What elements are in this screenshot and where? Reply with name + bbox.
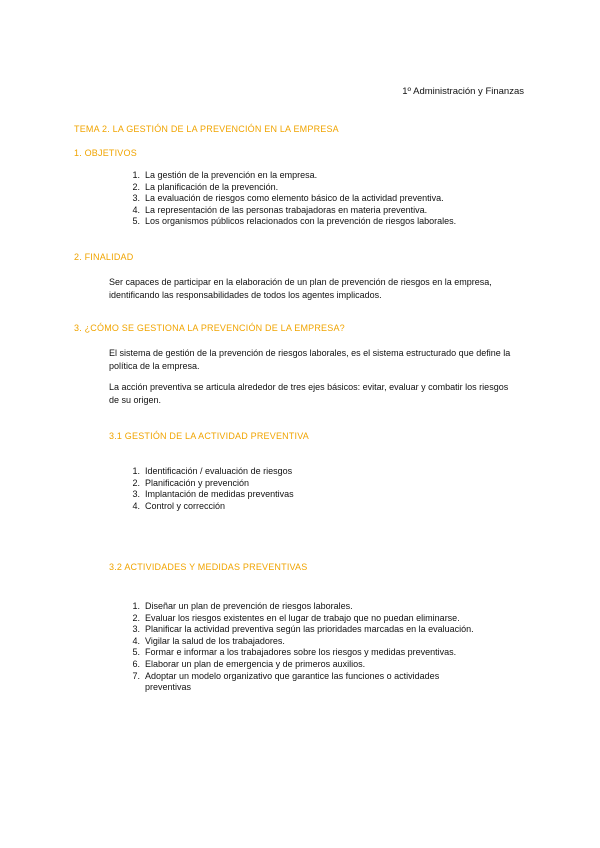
list-item: 5. Formar e informar a los trabajadores sobre los riesgos y medidas preventivas.	[132, 647, 457, 658]
list-item: 1. La gestión de la prevención en la empresa.	[132, 170, 318, 180]
gestion-paragraph-2: La acción preventiva se articula alrededor de tres ejes básicos: evitar, evaluar y combatir los riesgos de su origen.	[109, 382, 509, 405]
list-item: 1. Identificación / evaluación de riesgos	[132, 466, 293, 476]
list-item: 1. Diseñar un plan de prevención de riesgos laborales.	[132, 601, 353, 611]
medidas-heading: 3.2 ACTIVIDADES Y MEDIDAS PREVENTIVAS	[109, 562, 308, 572]
objetivos-list	[126, 170, 546, 228]
medidas-list	[126, 601, 531, 694]
list-item: 4. Vigilar la salud de los trabajadores.	[132, 635, 285, 646]
list-item: 6. Elaborar un plan de emergencia y de primeros auxilios.	[132, 658, 366, 669]
finalidad-text: Ser capaces de participar en la elaboración de un plan de prevención de riesgos en la empresa, identificando las responsabilidades de todos los agentes implicados.	[109, 277, 492, 300]
course-header: 1º Administración y Finanzas	[402, 86, 524, 97]
list-item: 2. Evaluar los riesgos existentes en el lugar de trabajo que no puedan eliminarse.	[132, 612, 460, 623]
objetivos-heading: 1. OBJETIVOS	[74, 148, 137, 158]
actividad-list	[126, 466, 526, 512]
list-item: 2. Planificación y prevención	[132, 477, 250, 488]
finalidad-heading: 2. FINALIDAD	[74, 252, 134, 262]
actividad-heading: 3.1 GESTIÓN DE LA ACTIVIDAD PREVENTIVA	[109, 431, 309, 441]
list-item: 4. Control y corrección	[132, 500, 226, 511]
list-item: 7. Adoptar un modelo organizativo que garantice las funciones o actividades preventivas	[132, 670, 440, 693]
list-item: 3. Planificar la actividad preventiva según las prioridades marcadas en la evaluación.	[132, 624, 474, 635]
gestion-paragraph-1: El sistema de gestión de la prevención de riesgos laborales, es el sistema estructurado que define la política de la empresa.	[109, 348, 511, 371]
list-item: 5. Los organismos públicos relacionados con la prevención de riesgos laborales.	[132, 216, 457, 227]
list-item: 3. Implantación de medidas preventivas	[132, 489, 294, 500]
gestion-heading: 3. ¿CÓMO SE GESTIONA LA PREVENCIÓN DE LA EMPRESA?	[74, 323, 345, 333]
list-item: 3. La evaluación de riesgos como elemento básico de la actividad preventiva.	[132, 193, 444, 204]
list-item: 2. La planificación de la prevención.	[132, 181, 279, 192]
theme-title: TEMA 2. LA GESTIÓN DE LA PREVENCIÓN EN LA EMPRESA	[74, 124, 339, 134]
list-item: 4. La representación de las personas trabajadoras en materia preventiva.	[132, 204, 428, 215]
